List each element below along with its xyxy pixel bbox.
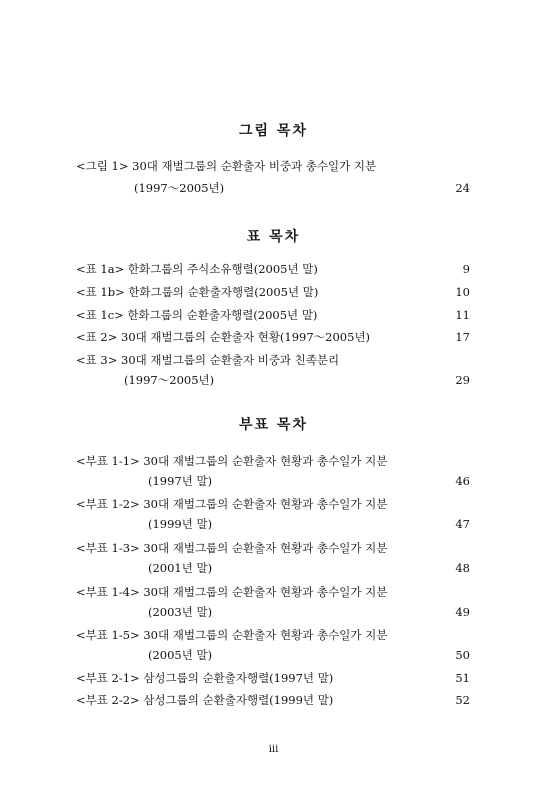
entry-label: <부표 1-5> [76,628,140,642]
entry-continuation: (1997～2005년) [124,373,215,387]
entry-continuation: (1997년 말) [148,474,213,488]
entry-continuation: (2001년 말) [148,561,213,575]
entry-page-number: 29 [455,373,470,387]
figures-heading: 그림 목차 [239,123,308,139]
entry-page-number: 17 [455,330,470,344]
entry-title: 한화그룹의 주식소유행렬(2005년 말) [127,262,318,276]
entry-label: <부표 1-3> [76,541,140,555]
entry-title: 30대 재벌그룹의 순환출자 비중과 친족분리 [121,353,340,367]
entry-continuation: (2005년 말) [148,648,213,662]
entry-title: 30대 재벌그룹의 순환출자 현황과 총수일가 지분 [143,628,388,642]
entry-title: 30대 재벌그룹의 순환출자 비중과 총수일가 지분 [132,159,377,173]
entry-title: 30대 재벌그룹의 순환출자 현황과 총수일가 지분 [143,497,388,511]
entry-page-number: 11 [455,308,470,322]
entry-title: 삼성그룹의 순환출자행렬(1997년 말) [143,671,334,685]
entry-title: 한화그룹의 순환출자행렬(2005년 말) [128,285,319,299]
entry-page-number: 46 [455,474,470,488]
entry-title: 30대 재벌그룹의 순환출자 현황과 총수일가 지분 [143,585,388,599]
entry-page-number: 9 [462,262,470,276]
entry-title: 삼성그룹의 순환출자행렬(1999년 말) [143,693,334,707]
entry-title: 30대 재벌그룹의 순환출자 현황과 총수일가 지분 [143,541,388,555]
entry-label: <표 1b> [76,285,125,299]
page-footer-number: iii [268,744,279,755]
entry-page-number: 49 [455,605,470,619]
entry-label: <부표 1-2> [76,497,140,511]
entry-continuation: (2003년 말) [148,605,213,619]
entry-label: <부표 1-4> [76,585,140,599]
entry-label: <표 1c> [76,308,124,322]
entry-page-number: 51 [455,671,470,685]
entry-label: <부표 2-2> [76,693,140,707]
entry-page-number: 24 [455,181,470,195]
entry-page-number: 10 [455,285,470,299]
tables-heading: 표 목차 [246,229,301,245]
entry-continuation: (1997～2005년) [134,181,225,195]
appendix-tables-heading: 부표 목차 [239,417,308,433]
entry-page-number: 52 [455,693,470,707]
entry-label: <그림 1> [76,159,129,173]
entry-label: <부표 1-1> [76,454,140,468]
entry-continuation: (1999년 말) [148,517,213,531]
entry-label: <표 3> [76,353,118,367]
entry-title: 30대 재벌그룹의 순환출자 현황(1997～2005년) [121,330,371,344]
entry-label: <부표 2-1> [76,671,140,685]
entry-page-number: 50 [455,648,470,662]
entry-label: <표 1a> [76,262,125,276]
entry-title: 한화그룹의 순환출자행렬(2005년 말) [127,308,318,322]
entry-page-number: 48 [455,561,470,575]
entry-page-number: 47 [455,517,470,531]
entry-title: 30대 재벌그룹의 순환출자 현황과 총수일가 지분 [143,454,388,468]
entry-label: <표 2> [76,330,118,344]
